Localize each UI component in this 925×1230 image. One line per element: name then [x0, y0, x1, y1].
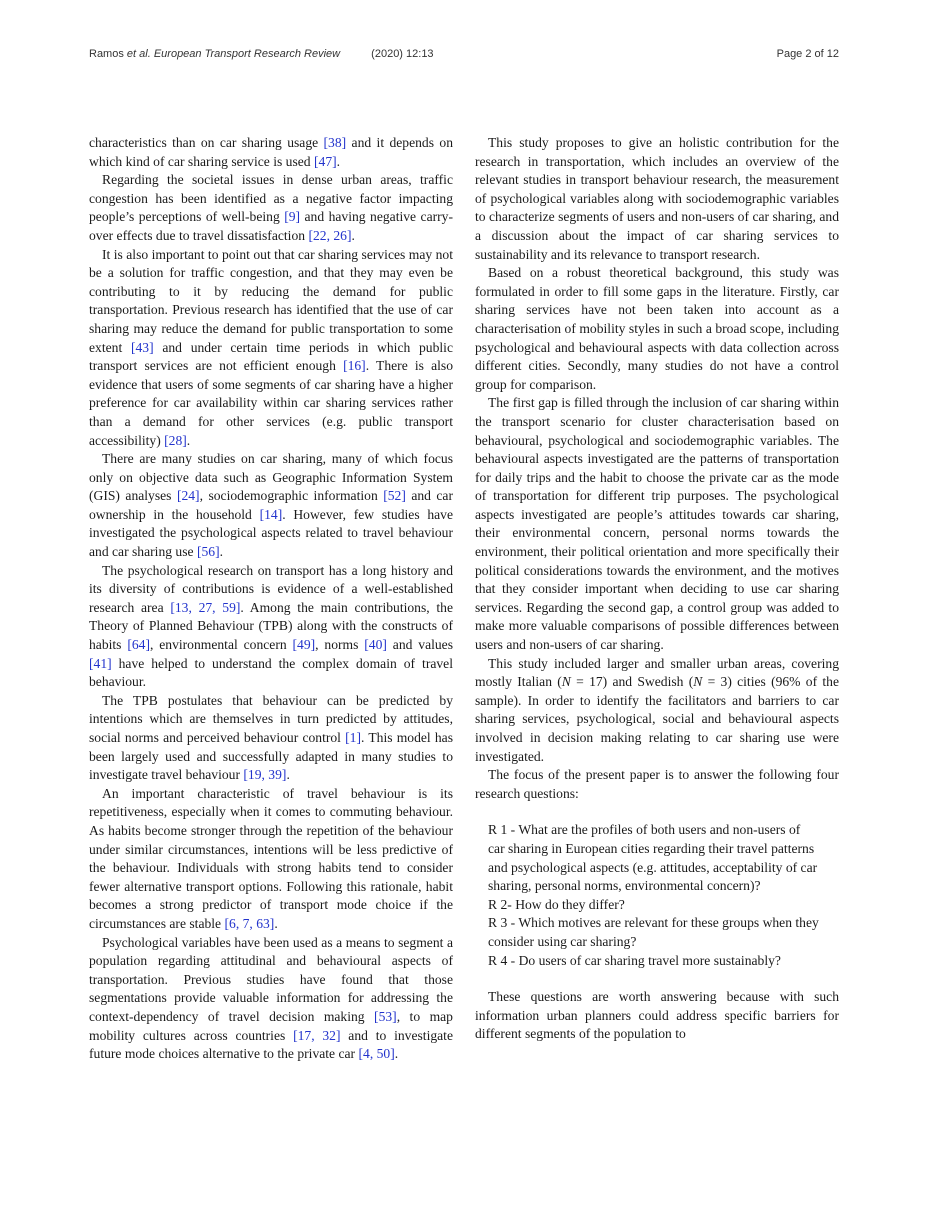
- paragraph: [89, 934, 453, 1064]
- text-run: .: [351, 227, 355, 243]
- text-run: The TPB postulates that behaviour can be predicted by intentions which are themselves in turn predicted by attitudes, social norms and perceived behaviour control: [89, 692, 453, 745]
- header-etal: et al.: [126, 48, 151, 60]
- text-run: This study proposes to give an holistic contribution for the research in transportation, which includes an overview of the relevant studies in transport behaviour research, the measurement of psychological variables along with sociodemographic variables to characterize segments of users and non-users of car sharing, and a discussion about the impact of car sharing services to sustainability and its relevance to transport research.: [475, 135, 839, 262]
- text-run: .: [274, 915, 278, 931]
- header-journal: European Transport Research Review: [153, 48, 341, 60]
- research-questions-list: [475, 821, 839, 970]
- paragraph: [89, 785, 453, 934]
- page-number: Page 2 of 12: [776, 48, 839, 60]
- text-run: There are many studies on car sharing, many of which focus only on objective data such as Geographic Information System (GIS) analyses: [89, 451, 453, 504]
- paragraph: [89, 450, 453, 562]
- text-run: , to map mobility cultures across countries: [89, 1008, 453, 1043]
- text-run: and values: [386, 637, 454, 653]
- text-run: . Among the main contributions, the Theory of Planned Behaviour (TPB) along with the constructs of habits: [89, 599, 453, 653]
- text-run: = 17) and Swedish (: [570, 674, 694, 690]
- text-run: and to investigate future mode choices alternative to the private car: [89, 1027, 453, 1062]
- citation-link[interactable]: [52]: [383, 488, 406, 504]
- research-question-item: R 2- How do they differ?: [488, 896, 625, 912]
- paragraph: [475, 655, 839, 767]
- citation-link[interactable]: [47]: [314, 153, 337, 169]
- citation-link[interactable]: [49]: [292, 637, 316, 653]
- text-run: and having negative carry-over effects due to travel dissatisfaction: [89, 209, 453, 243]
- italic-text: N: [561, 674, 571, 690]
- citation-link[interactable]: [19, 39]: [243, 767, 287, 783]
- citation-link[interactable]: [64]: [127, 637, 150, 653]
- text-run: .: [394, 1046, 399, 1062]
- citation-link[interactable]: [24]: [176, 488, 200, 504]
- paragraph: [475, 988, 839, 1044]
- text-run: have helped to understand the complex domain of travel behaviour.: [89, 655, 453, 690]
- header-year-volume: (2020) 12:13: [371, 48, 434, 60]
- italic-text: N: [693, 674, 703, 690]
- text-run: and under certain time periods in which public transport services are not efficient enough: [89, 339, 453, 374]
- text-run: = 3) cities (96% of the sample). In order to identify the facilitators and barriers to car sharing services, psychological, social and behavioural aspects involved in decision making relating to car sharing use were investigated.: [475, 674, 839, 764]
- citation-link[interactable]: [53]: [374, 1008, 397, 1024]
- text-run: The focus of the present paper is to answer the following four research questions:: [475, 767, 839, 801]
- citation-link[interactable]: [22, 26]: [308, 227, 352, 243]
- paragraph: [89, 171, 453, 245]
- text-run: , environmental concern: [150, 637, 293, 653]
- text-run: The first gap is filled through the inclusion of car sharing within the transport scenario for cluster characterisation based on behavioural, psychological and sociodemographic variables. The behavioural aspects investigated are the patterns of transportation for daily trips and the habit to choose the private car as the mode of transportation for different trip purposes. The psychological aspects investigated are people’s attitudes towards car sharing, their environmental concern, personal norms towards the environment, their political orientation and more specifically their political considerations towards the environment, and the motives that they consider important when deciding to use car sharing services. Regarding the second gap, a control group was added to make more valuable comparisons of possible differences between users and non-users of car sharing.: [475, 395, 839, 653]
- citation-link[interactable]: [28]: [164, 432, 187, 448]
- text-run: . There is also evidence that users of some segments of car sharing have a higher preference for car availability within car sharing services rather than a demand for other services (e.g. public transport accessibility): [89, 358, 453, 448]
- text-run: .: [219, 544, 224, 560]
- research-question-item: R 1 - What are the profiles of both users and non-users of car sharing in European cities regarding their travel patterns and psychological aspects (e.g. attitudes, acceptability of car sharing, personal norms, environmental concern)?: [488, 822, 818, 894]
- text-run: .: [336, 153, 341, 169]
- research-question-item: R 3 - Which motives are relevant for these groups when they consider using car sharing?: [488, 915, 819, 949]
- text-run: The psychological research on transport has a long history and its diversity of contributions is evidence of a well-established research area: [89, 562, 453, 615]
- citation-link[interactable]: [38]: [323, 135, 347, 150]
- paragraph: [89, 134, 453, 171]
- header-authors: Ramos: [89, 48, 124, 60]
- paragraph: [475, 766, 839, 803]
- text-run: characteristics than on car sharing usage: [89, 135, 324, 150]
- paragraph: [475, 394, 839, 654]
- text-run: .: [286, 767, 290, 783]
- citation-link[interactable]: [17, 32]: [293, 1027, 341, 1043]
- text-run: . However, few studies have investigated the psychological aspects related to travel behaviour and car sharing use: [89, 506, 453, 560]
- text-run: These questions are worth answering because with such information urban planners could address specific barriers for different segments of the population to: [475, 989, 839, 1042]
- research-question-item: R 4 - Do users of car sharing travel more sustainably?: [488, 952, 781, 968]
- citation-link[interactable]: [1]: [345, 730, 361, 745]
- text-run: , norms: [315, 637, 365, 653]
- paragraph: [475, 134, 839, 264]
- paragraph: [89, 692, 453, 785]
- paragraph: [89, 246, 453, 451]
- text-run: Psychological variables have been used as a means to segment a population regarding attitudinal and behavioural aspects of transportation. Previous studies have found that those segmentations provide valuable information for addressing the context-dependency of travel decision making: [89, 934, 453, 1024]
- left-column: [89, 134, 453, 1064]
- citation-link[interactable]: [9]: [284, 209, 301, 225]
- citation-link[interactable]: [13, 27, 59]: [170, 599, 241, 615]
- citation-link[interactable]: [4, 50]: [358, 1046, 395, 1062]
- citation-link[interactable]: [14]: [259, 506, 283, 522]
- citation-link[interactable]: [16]: [343, 358, 366, 374]
- citation-link[interactable]: [56]: [196, 544, 220, 560]
- text-run: An important characteristic of travel behaviour is its repetitiveness, especially when it comes to commuting behaviour. As habits become stronger through the repetition of the behaviour under similar circumstances, intentions will be less predictive of the behaviour. Individuals with strong habits tend to consider fewer alternative transport options. Following this rationale, habit becomes a strong predictor of transport mode choice if the circumstances are stable: [89, 785, 453, 931]
- citation-link[interactable]: [6, 7, 63]: [224, 915, 275, 931]
- paragraph: [89, 562, 453, 692]
- citation-link[interactable]: [41]: [89, 655, 112, 671]
- text-run: .: [186, 432, 191, 448]
- text-run: This study included larger and smaller urban areas, covering mostly Italian (: [475, 655, 839, 690]
- right-column-intro: [475, 134, 839, 803]
- text-run: It is also important to point out that car sharing services may not be a solution for traffic congestion, and that they may even be contributing to it by reducing the demand for public transportation. Previous research has identified that the use of car sharing may reduce the demand for public transportation to some extent: [89, 246, 453, 355]
- paragraph: [475, 264, 839, 394]
- text-run: and car ownership in the household: [89, 488, 453, 522]
- right-column: [475, 134, 839, 1044]
- text-run: . This model has been largely used and successfully adapted in many studies to investigate travel behaviour: [89, 730, 453, 783]
- text-run: Regarding the societal issues in dense urban areas, traffic congestion has been identified as a negative factor impacting people’s perceptions of well-being: [89, 172, 453, 225]
- citation-line: [89, 48, 434, 60]
- right-column-closing: [475, 988, 839, 1044]
- citation-link[interactable]: [43]: [130, 339, 154, 355]
- citation-link[interactable]: [40]: [364, 637, 387, 653]
- text-run: , sociodemographic information: [199, 488, 384, 504]
- text-run: Based on a robust theoretical background, this study was formulated in order to fill some gaps in the literature. Firstly, car sharing services have not been taken into account as a characterisation of mobility styles in such a broad scope, including psychological and behavioural aspects with data collection across different cities. Secondly, many studies do not have a control group for comparison.: [475, 265, 839, 392]
- text-run: and it depends on which kind of car sharing service is used: [89, 135, 453, 169]
- running-header: [89, 48, 839, 68]
